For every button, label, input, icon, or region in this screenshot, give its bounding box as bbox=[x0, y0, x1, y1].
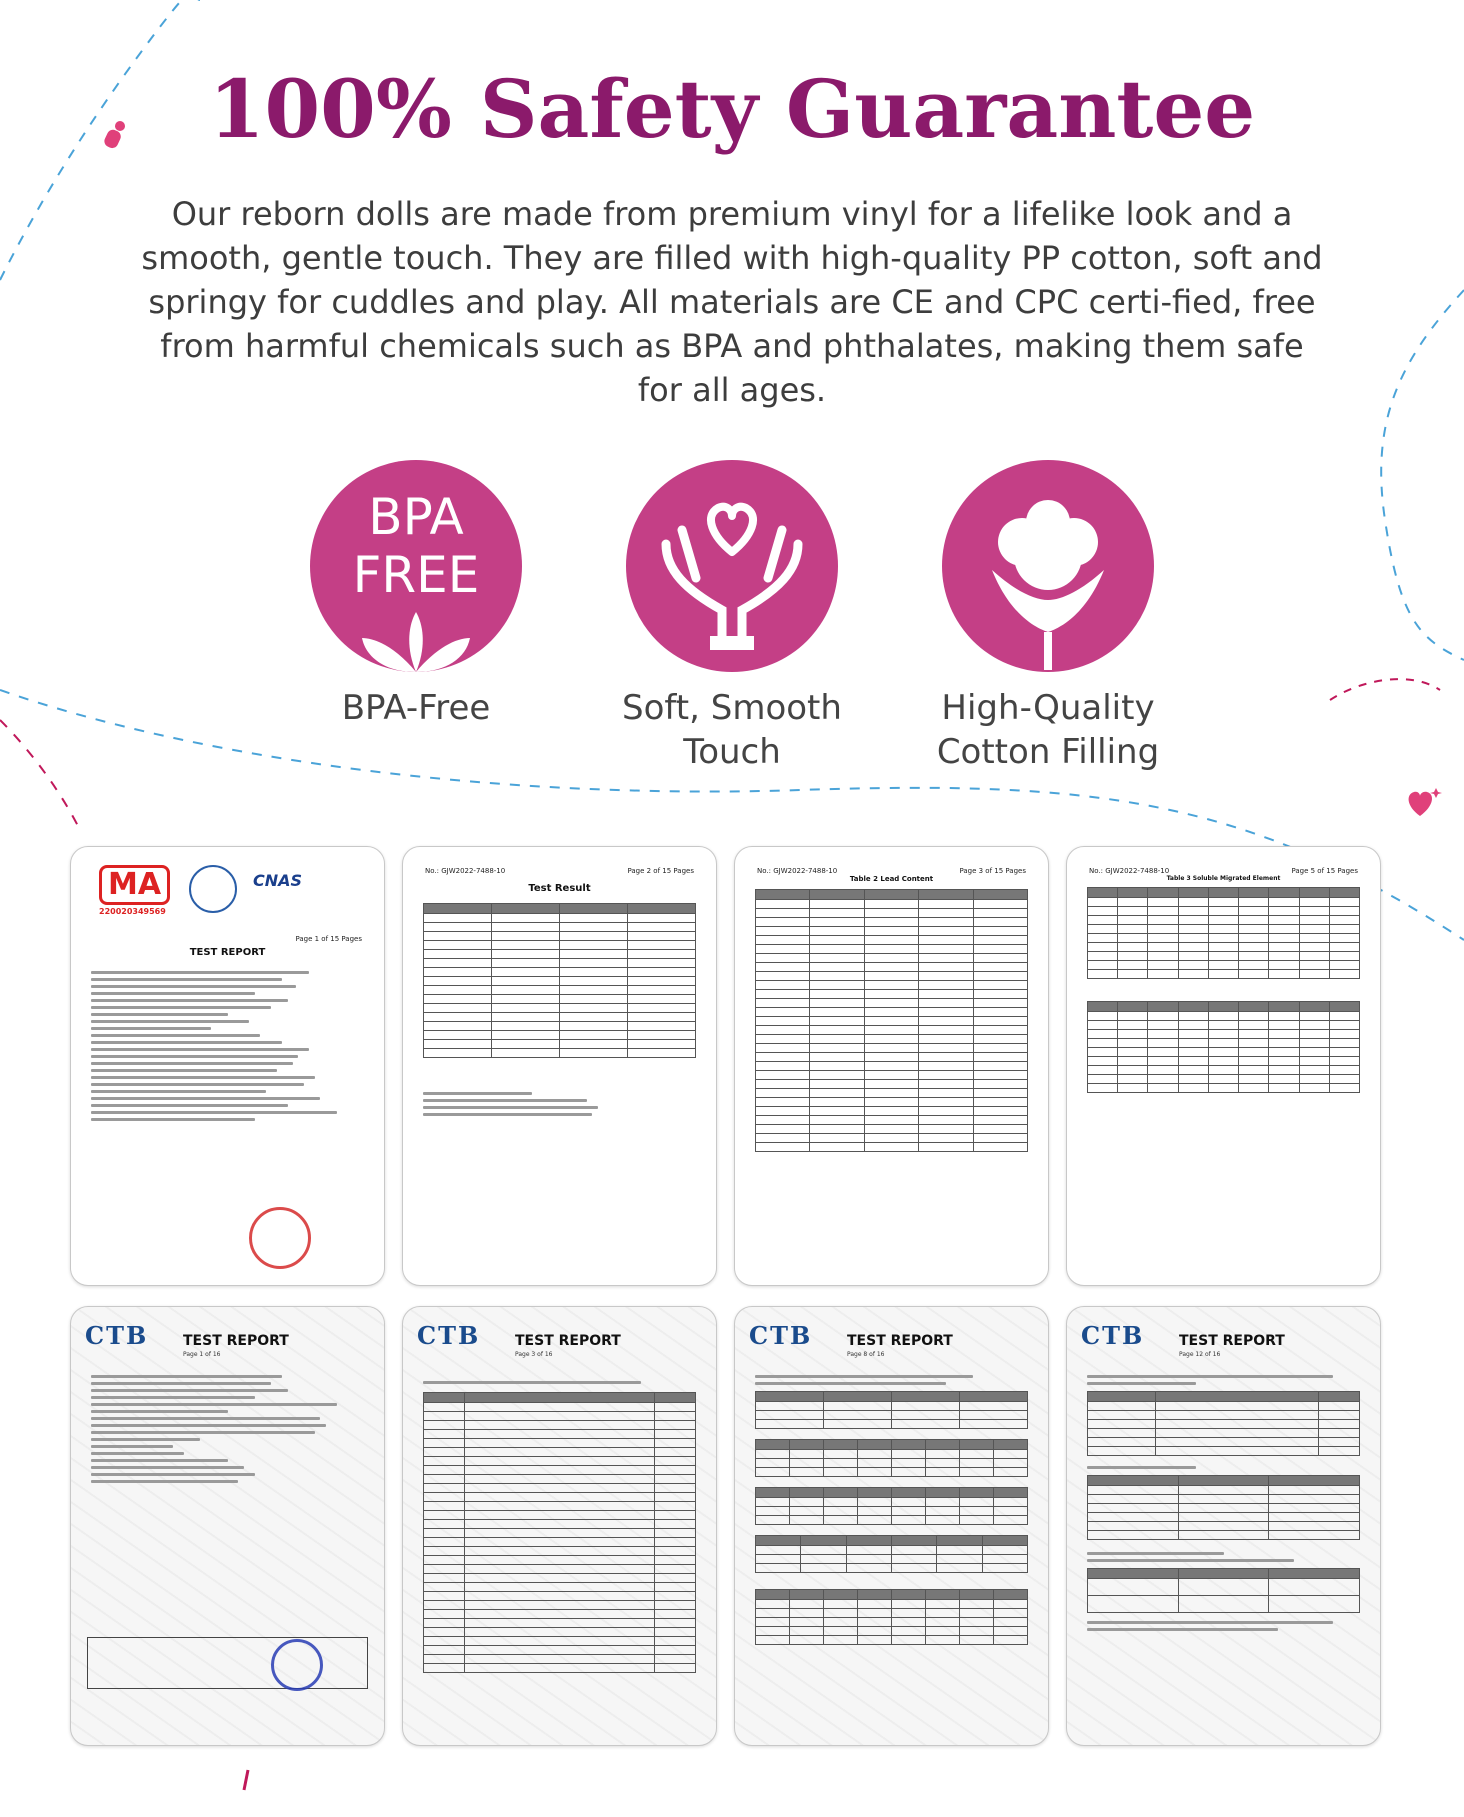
free-icon-text: FREE bbox=[352, 546, 480, 604]
elements-table-2 bbox=[1087, 1001, 1360, 1093]
heavy-elements-table-4 bbox=[755, 1535, 1028, 1573]
certificate-document-soluble-elements[interactable] bbox=[1066, 846, 1381, 1286]
abuse-test-table bbox=[1087, 1475, 1360, 1540]
mechanical-table bbox=[1087, 1391, 1360, 1456]
page-number: Page 1 of 15 Pages bbox=[295, 935, 362, 943]
bpa-icon-text: BPA bbox=[368, 488, 464, 546]
cotton-flower-icon bbox=[942, 460, 1154, 672]
doc-heading: Test Result bbox=[528, 883, 591, 894]
page-number: Page 1 of 16 bbox=[183, 1351, 221, 1358]
clause-table bbox=[423, 1392, 696, 1673]
badge-cotton-filling bbox=[888, 460, 1208, 774]
certificate-document-ctb-1[interactable] bbox=[70, 1306, 385, 1746]
page-number: Page 2 of 15 Pages bbox=[627, 867, 694, 875]
heart-icon bbox=[1404, 786, 1444, 820]
heavy-elements-table-5 bbox=[755, 1589, 1028, 1645]
certificate-document-cma[interactable] bbox=[70, 846, 385, 1286]
cma-logo: MA bbox=[99, 865, 170, 905]
signature-box bbox=[87, 1637, 368, 1689]
hands-heart-icon bbox=[626, 460, 838, 672]
lead-content-table bbox=[755, 889, 1028, 1152]
heavy-elements-table-1 bbox=[755, 1391, 1028, 1429]
badge-bpa-free bbox=[256, 460, 576, 730]
heavy-elements-table-3 bbox=[755, 1487, 1028, 1525]
doc-heading: TEST REPORT bbox=[847, 1333, 953, 1349]
badge-soft-touch bbox=[572, 460, 892, 774]
ctb-logo: CTB bbox=[417, 1321, 481, 1350]
badge-caption: High-Quality bbox=[941, 688, 1155, 728]
doc-number: No.: GJW2022-7488-10 bbox=[425, 867, 506, 875]
certificate-document-ctb-2[interactable] bbox=[402, 1306, 717, 1746]
doc-heading: TEST REPORT bbox=[515, 1333, 621, 1349]
feature-badges bbox=[0, 460, 1464, 790]
page-number: Page 5 of 15 Pages bbox=[1291, 867, 1358, 875]
badge-caption: BPA-Free bbox=[341, 688, 491, 728]
cert-number: 220020349569 bbox=[99, 907, 166, 916]
badge-caption: Cotton Filling bbox=[936, 732, 1160, 772]
ctb-logo: CTB bbox=[85, 1321, 149, 1350]
doc-heading: TEST REPORT bbox=[189, 947, 266, 958]
results-table bbox=[423, 903, 696, 1058]
cnas-logo: CNAS bbox=[253, 871, 303, 890]
badge-caption: Soft, Smooth bbox=[622, 688, 842, 728]
doc-heading: Table 3 Soluble Migrated Element bbox=[1166, 875, 1281, 882]
page-number: Page 8 of 16 bbox=[847, 1351, 885, 1358]
page-number: Page 12 of 16 bbox=[1179, 1351, 1221, 1358]
ctb-logo: CTB bbox=[749, 1321, 813, 1350]
flammability-table bbox=[1087, 1568, 1360, 1613]
doc-heading: Table 2 Lead Content bbox=[849, 875, 934, 883]
certificate-gallery bbox=[70, 846, 1390, 1746]
heavy-elements-table-2 bbox=[755, 1439, 1028, 1477]
badge-caption: Touch bbox=[683, 732, 781, 772]
certificate-document-ctb-3[interactable] bbox=[734, 1306, 1049, 1746]
ilac-mra-logo bbox=[189, 865, 237, 913]
doc-number: No.: GJW2022-7488-10 bbox=[757, 867, 838, 875]
red-seal-stamp bbox=[249, 1207, 311, 1269]
blue-seal-stamp bbox=[271, 1639, 323, 1691]
page-number: Page 3 of 16 bbox=[515, 1351, 553, 1358]
page-title: 100% Safety Guarantee bbox=[208, 62, 1256, 156]
doc-heading: TEST REPORT bbox=[1179, 1333, 1285, 1349]
certificate-document-lead-content[interactable] bbox=[734, 846, 1049, 1286]
certificate-document-test-result[interactable] bbox=[402, 846, 717, 1286]
doc-number: No.: GJW2022-7488-10 bbox=[1089, 867, 1170, 875]
intro-paragraph: Our reborn dolls are made from premium vinyl for a lifelike look and a smooth, gentle touch. They are filled with high-quality PP cotton, soft and springy for cuddles and play. All materials are CE and CPC certi-fied, free from harmful chemicals such as BPA and phthalates, making them safe for all ages. bbox=[141, 195, 1323, 409]
certificate-document-ctb-4[interactable] bbox=[1066, 1306, 1381, 1746]
doc-heading: TEST REPORT bbox=[183, 1333, 289, 1349]
page-number: Page 3 of 15 Pages bbox=[959, 867, 1026, 875]
ctb-logo: CTB bbox=[1081, 1321, 1145, 1350]
bpa-free-icon bbox=[310, 460, 522, 672]
elements-table-1 bbox=[1087, 887, 1360, 979]
